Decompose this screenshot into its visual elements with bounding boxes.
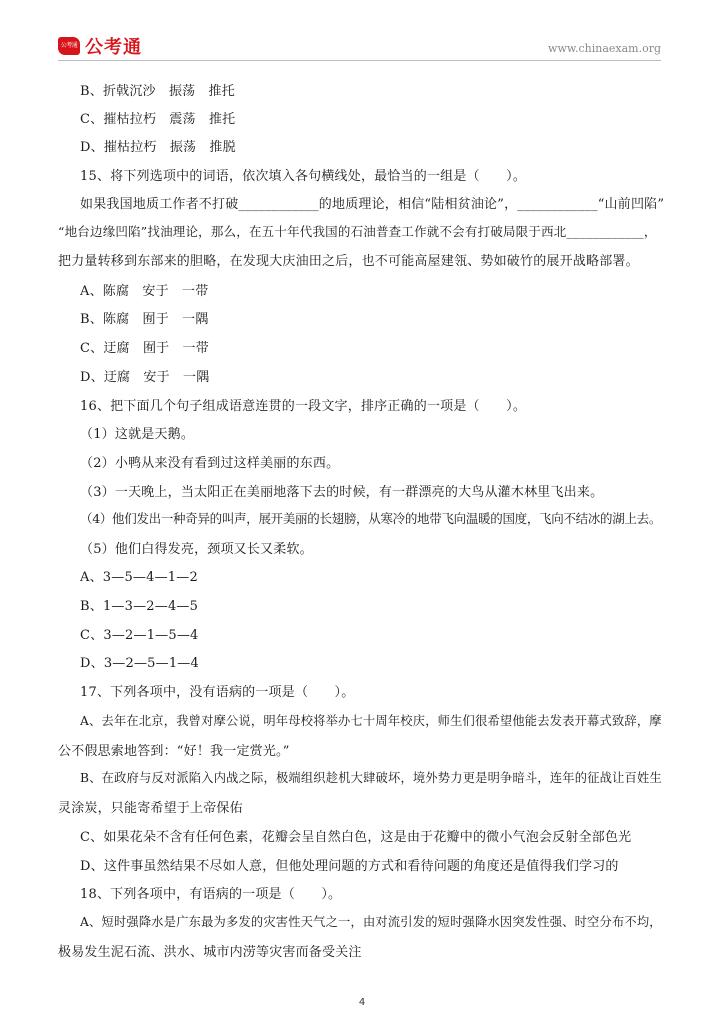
question-stem: 16、把下面几个句子组成语意连贯的一段文字，排序正确的一项是（ ）。 (80, 399, 527, 414)
paragraph-line: “地台边缘凹陷”找油理论，那么，在五十年代我国的石油普查工作就不会有打破局限于西北____________， (58, 224, 657, 239)
option-line: A、去年在北京，我曾对摩公说，明年母校将举办七十周年校庆，师生们很希望他能去发表开幕式致辞，摩 (80, 714, 662, 728)
sentence-line: （2）小鸭从来没有看到过这样美丽的东西。 (80, 456, 340, 471)
page-header (58, 30, 661, 61)
option-line: C、摧枯拉朽 震荡 推托 (80, 112, 236, 127)
option-line: A、3—5—4—1—2 (80, 570, 198, 585)
paragraph-line: 把力量转移到东部来的胆略，在发现大庆油田之后，也不可能高屋建瓴、势如破竹的展开战略部署。 (58, 254, 639, 269)
option-line: 公不假思索地答到：“好！我一定赏光。” (58, 744, 290, 759)
question-stem: 17、下列各项中，没有语病的一项是（ ）。 (80, 685, 355, 700)
logo-badge-icon: 公考通 (58, 37, 80, 55)
option-line: D、这件事虽然结果不尽如人意，但他处理问题的方式和看待问题的角度还是值得我们学习的 (80, 859, 619, 874)
option-line: A、陈腐 安于 一带 (80, 284, 209, 299)
option-line: C、3—2—1—5—4 (80, 628, 199, 643)
option-line: B、在政府与反对派陷入内战之际，极端组织趁机大肆破坏，境外势力更是明争暗斗，连年的征战让百姓生 (80, 771, 662, 785)
sentence-line: （3）一天晚上，当太阳正在美丽地落下去的时候，有一群漂亮的大鸟从灌木林里飞出来。 (80, 485, 604, 500)
sentence-line: （1）这就是天鹅。 (80, 427, 195, 442)
option-line: 灵涂炭，只能寄希望于上帝保佑 (58, 801, 243, 816)
option-line: 极易发生泥石流、洪水、城市内涝等灾害而备受关注 (58, 945, 362, 960)
paragraph-line: 如果我国地质工作者不打破____________的地质理论，相信“陆相贫油论”，____________“山前凹陷” (80, 197, 665, 212)
option-line: A、短时强降水是广东最为多发的灾害性天气之一，由对流引发的短时强降水因突发性强、时空分布不均， (80, 915, 662, 929)
option-line: B、陈腐 囿于 一隅 (80, 312, 209, 327)
brand-logo (58, 33, 142, 59)
site-url: www.chinaexam.org (548, 42, 661, 55)
sentence-line: （4）他们发出一种奇异的叫声，展开美丽的长翅膀，从寒冷的地带飞向温暖的国度，飞向不结冰的湖上去。 (80, 511, 662, 526)
logo-text: 公考通 (85, 37, 142, 58)
option-line: D、3—2—5—1—4 (80, 656, 199, 671)
option-line: C、如果花朵不含有任何色素，花瓣会呈自然白色，这是由于花瓣中的微小气泡会反射全部色光 (80, 830, 632, 845)
option-line: D、摧枯拉朽 振荡 推脱 (80, 140, 236, 155)
question-stem: 15、将下列选项中的词语，依次填入各句横线处，最恰当的一组是（ ）。 (80, 169, 527, 184)
page-number: 4 (358, 997, 366, 1008)
option-line: C、迂腐 囿于 一带 (80, 341, 209, 356)
sentence-line: （5）他们白得发亮，颈项又长又柔软。 (80, 542, 313, 557)
question-stem: 18、下列各项中，有语病的一项是（ ）。 (80, 887, 342, 902)
option-line: D、迂腐 安于 一隅 (80, 370, 210, 385)
option-line: B、折戟沉沙 振荡 推托 (80, 84, 235, 99)
option-line: B、1—3—2—4—5 (80, 599, 199, 614)
